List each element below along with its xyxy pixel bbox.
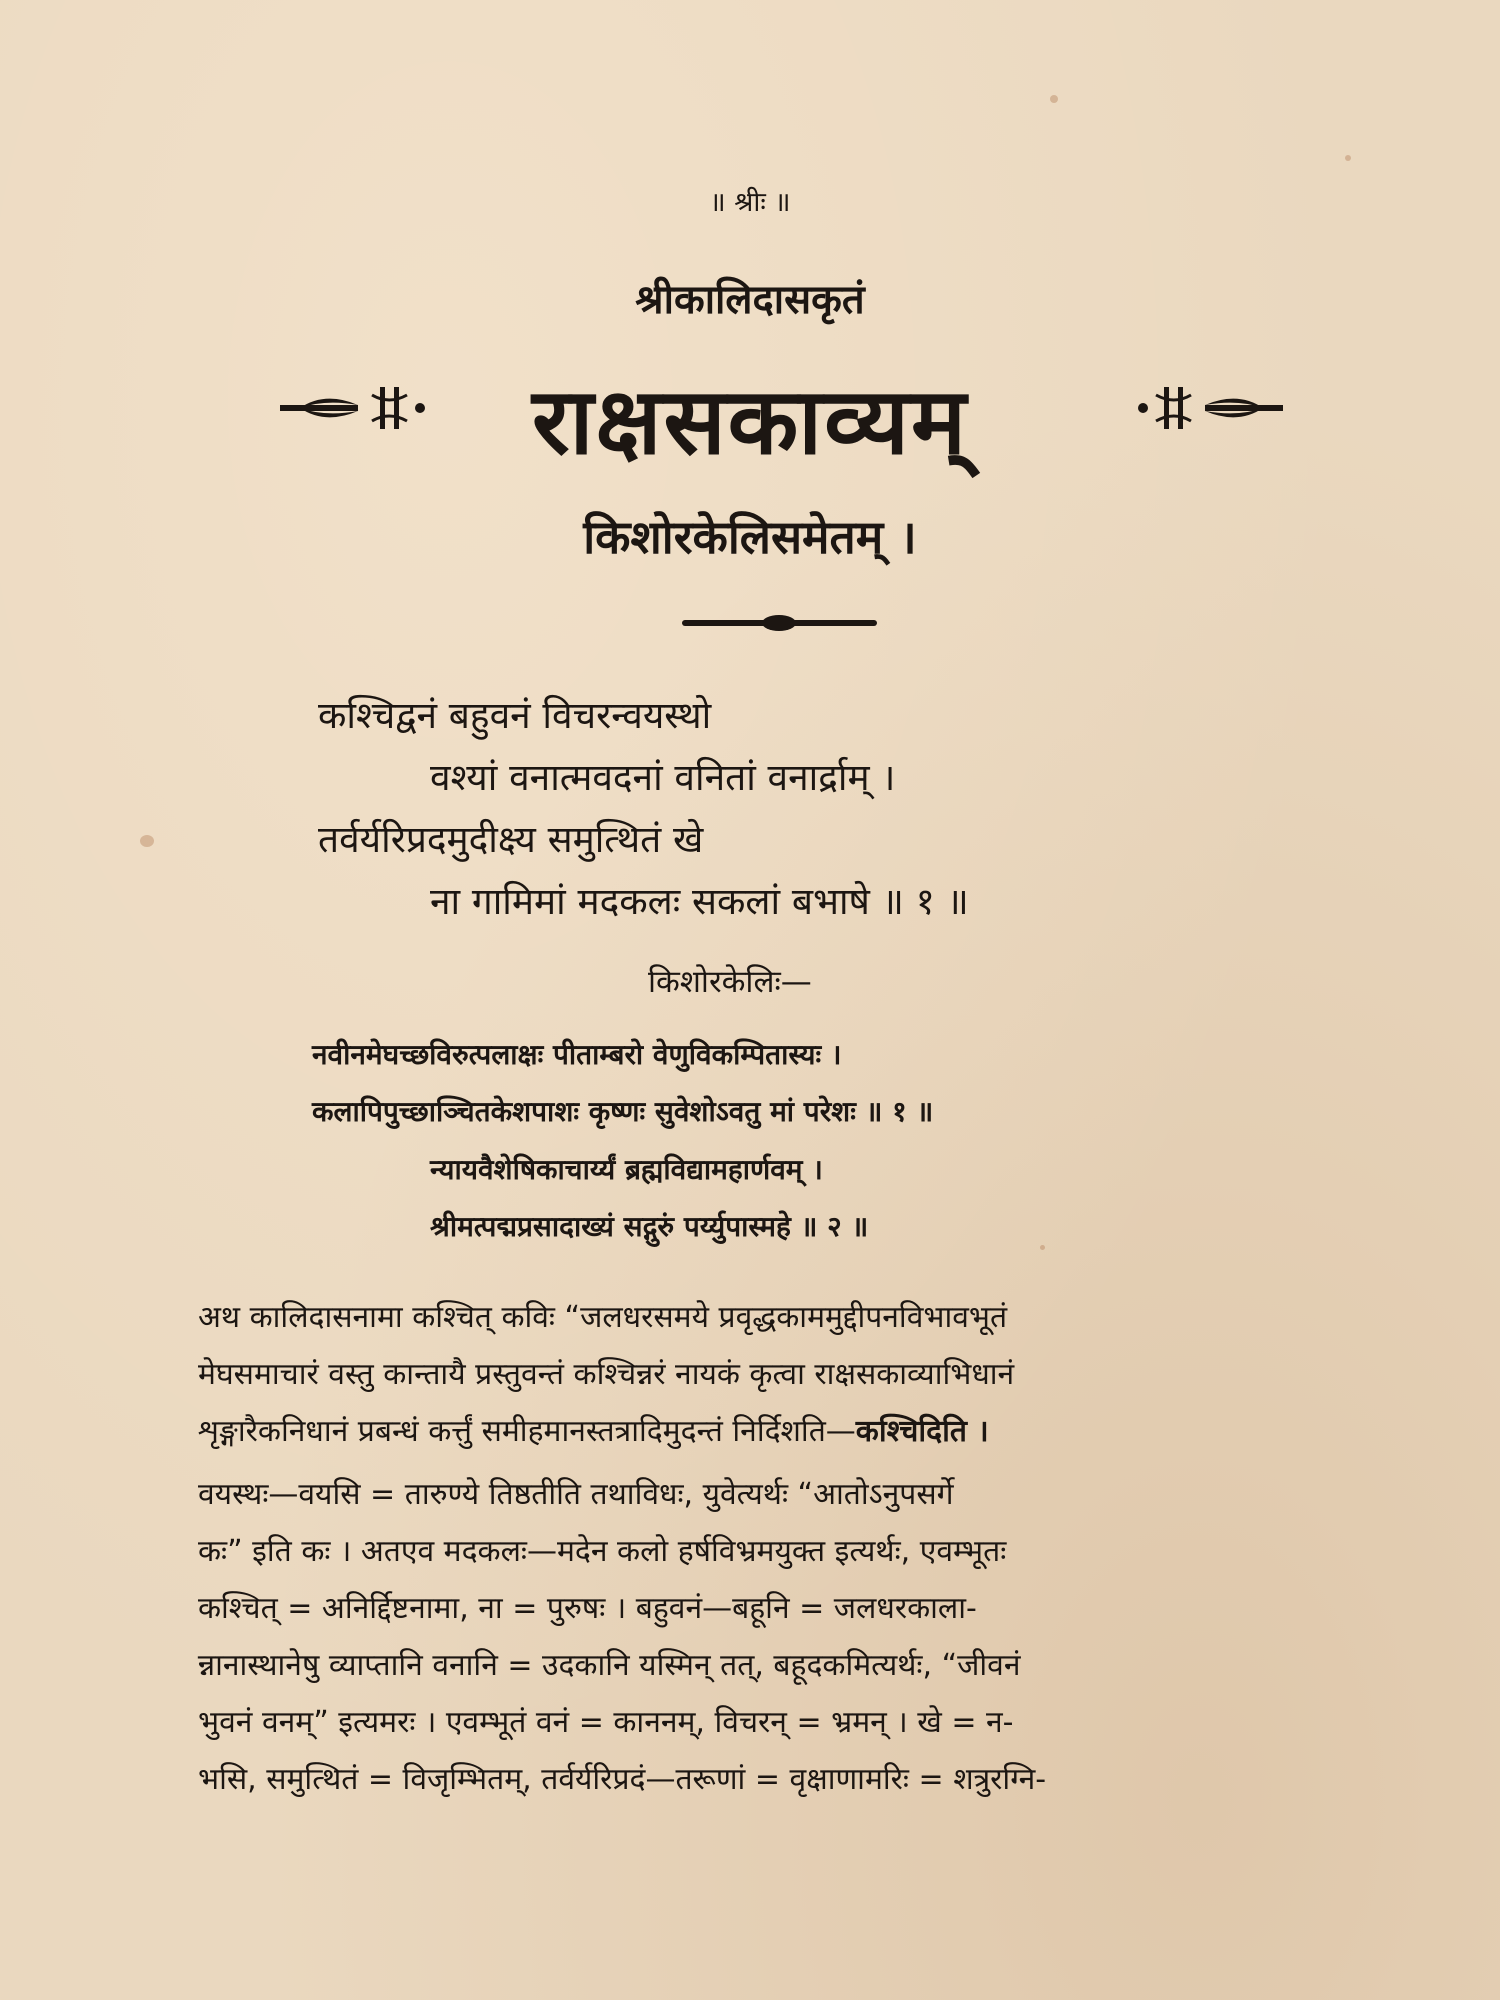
- right-ornament-icon: [1128, 383, 1283, 433]
- verse-line: वश्यां वनात्मवदनां वनितां वनार्द्राम् ।: [430, 756, 896, 799]
- paragraph-line: [198, 1409, 989, 1450]
- paper-stain: [1050, 95, 1058, 103]
- paragraph-line: न्नानास्थानेषु व्याप्तानि वनानि = उदकानि यस्मिन् तत्, बहूदकमित्यर्थः, “जीवनं: [198, 1648, 1021, 1683]
- paragraph-line: कश्चित् = अनिर्द्दिष्टनामा, ना = पुरुषः । बहुवनं—बहूनि = जलधरकाला-: [198, 1591, 977, 1626]
- invocation: ॥ श्रीः ॥: [709, 187, 791, 218]
- divider-ornament: [762, 615, 796, 631]
- title-row: [0, 355, 1500, 475]
- subtitle: किशोरकेलिसमेतम् ।: [583, 510, 917, 564]
- paragraph-line: भुवनं वनम्” इत्यमरः । एवम्भूतं वनं = काननम्, विचरन् = भ्रमन् । खे = न-: [198, 1705, 1014, 1740]
- paper-stain: [1040, 1245, 1045, 1250]
- commentary-sloka: श्रीमत्पद्मप्रसादाख्यं सद्गुरुं पर्य्युपास्महे ॥ २ ॥: [430, 1210, 869, 1243]
- book-title: राक्षसकाव्यम्: [532, 368, 968, 475]
- commentary-sloka: नवीनमेघच्छविरुत्पलाक्षः पीताम्बरो वेणुविकम्पितास्यः ।: [312, 1038, 842, 1071]
- commentary-sloka: कलापिपुच्छाञ्चितकेशपाशः कृष्णः सुवेशोऽवतु मां परेशः ॥ १ ॥: [312, 1095, 934, 1128]
- paragraph-line: अथ कालिदासनामा कश्चित् कविः “जलधरसमये प्रवृद्धकाममुद्दीपनविभावभूतं: [198, 1300, 1008, 1335]
- commentary-sloka: न्यायवैशेषिकाचार्य्यं ब्रह्मविद्यामहार्णवम् ।: [430, 1153, 823, 1186]
- author-line: श्रीकालिदासकृतं: [635, 277, 865, 323]
- paragraph-line: मेघसमाचारं वस्तु कान्तायै प्रस्तुवन्तं कश्चिन्नरं नायकं कृत्वा राक्षसकाव्याभिधानं: [198, 1357, 1015, 1392]
- paragraph-line: भसि, समुत्थितं = विजृम्भितम्, तर्वर्यरिप्रदं—तरूणां = वृक्षाणामरिः = शत्रुरग्नि-: [198, 1762, 1047, 1797]
- commentary-heading: किशोरकेलिः—: [648, 964, 812, 1000]
- verse-line: तर्वर्यरिप्रदमुदीक्ष्य समुत्थितं खे: [318, 818, 704, 861]
- paper-stain: [1345, 155, 1351, 161]
- paragraph-text: शृङ्गारैकनिधानं प्रबन्धं कर्त्तुं समीहमानस्तत्रादिमुदन्तं निर्दिशति—: [198, 1414, 856, 1449]
- paper-stain: [140, 835, 154, 847]
- paragraph-line: वयस्थः—वयसि = तारुण्ये तिष्ठतीति तथाविधः, युवेत्यर्थः “आतोऽनुपसर्गे: [198, 1477, 954, 1512]
- paragraph-line: कः” इति कः । अतएव मदकलः—मदेन कलो हर्षविभ्रमयुक्त इत्यर्थः, एवम्भूतः: [198, 1534, 1007, 1569]
- verse-line: ना गामिमां मदकलः सकलां बभाषे ॥ १ ॥: [430, 880, 969, 923]
- verse-line: कश्चिद्वनं बहुवनं विचरन्वयस्थो: [318, 694, 712, 737]
- paragraph-keyword: कश्चिदिति ।: [855, 1414, 989, 1449]
